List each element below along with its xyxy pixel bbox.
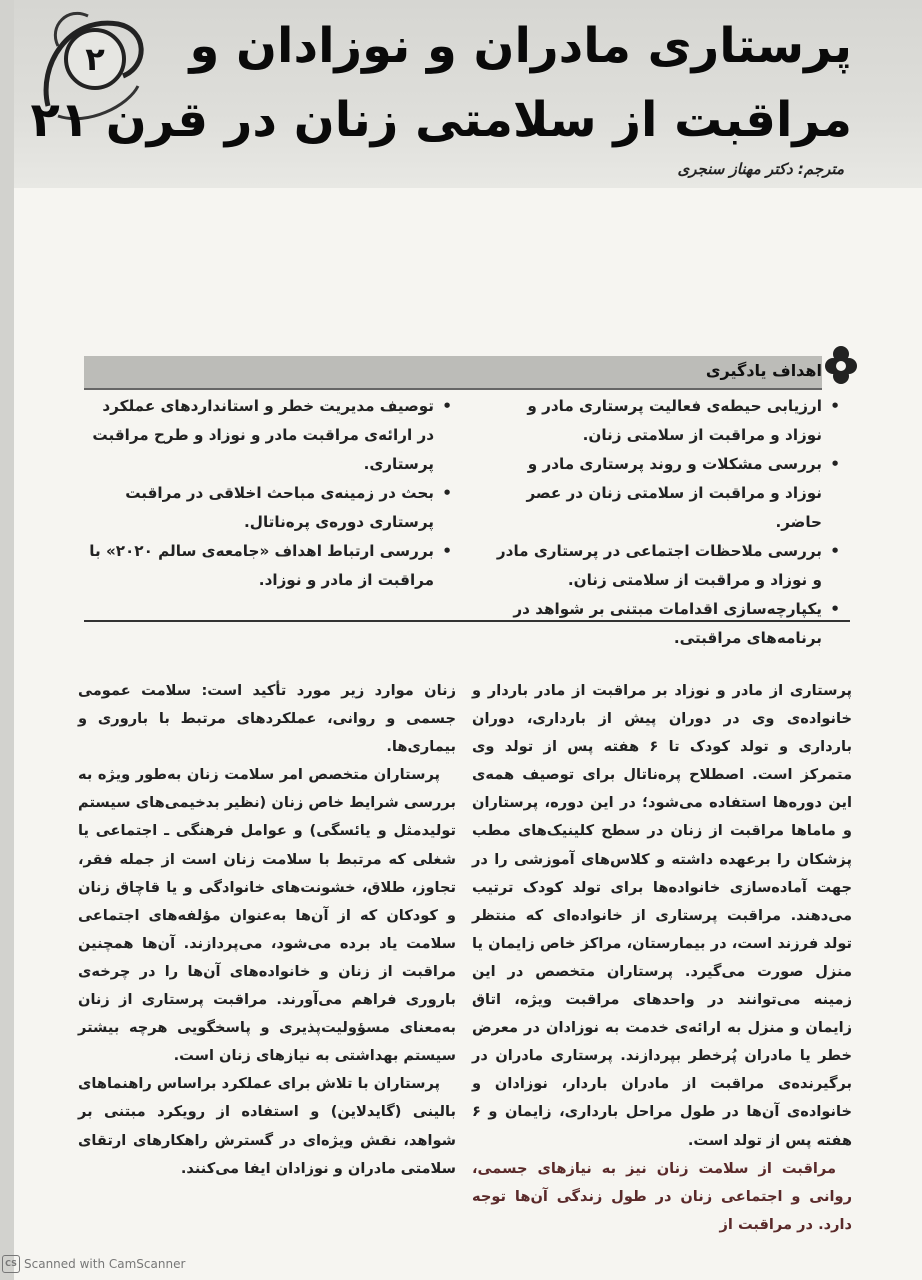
objective-item: • بحث در زمینه‌ی مباحث اخلاقی در مراقبت پرستاری دوره‌ی پره‌ناتال. — [88, 479, 452, 537]
body-paragraph: پرستاران متخصص امر سلامت زنان به‌طور ویژه به بررسی شرایط خاص زنان (نظیر بدخیمی‌های سیستم تولیدمثل و یائسگی) و عوامل فرهنگی ـ اجتماعی یا شغلی که مرتبط با سلامت زنان است از جمله فقر، تجاوز، طلاق، خشونت‌های خانوادگی و یا قاچاق زنان و کودکان که از آن‌ها به‌عنوان مؤلفه‌های اجتماعی سلامت یاد برده می‌شود، می‌پردازند. آن‌ها همچنین مراقبت از زنان و خانواده‌های آن‌ها را در چرخه‌ی باروری فراهم می‌آورند. مراقبت پرستاری از زنان به‌معنای مسؤولیت‌پذیری و پاسخگویی هرچه بیشتر سیستم بهداشتی به نیازهای زنان است. — [78, 766, 456, 1065]
objective-item: • بررسی مشکلات و روند پرستاری مادر و نوزاد و مراقبت از سلامتی زنان در عصر حاضر. — [486, 450, 840, 537]
objective-item: • بررسی ملاحظات اجتماعی در پرستاری مادر و نوزاد و مراقبت از سلامتی زنان. — [486, 537, 840, 595]
body-column-left — [78, 677, 456, 1183]
chapter-title-line-2: مراقبت از سلامتی زنان در قرن ۲۱ — [30, 92, 852, 148]
objective-item: • یکپارچه‌سازی اقدامات مبتنی بر شواهد در برنامه‌های مراقبتی. — [486, 595, 840, 653]
body-paragraph: پرستاران با تلاش برای عملکرد براساس راهنماهای بالینی (گایدلاین) و استفاده از رویکرد مبتنی بر شواهد، نقش ویژه‌ای در گسترش راهکارهای ارتقای سلامتی مادران و نوزادان ایفا می‌کنند. — [78, 1075, 456, 1177]
chapter-title-line-1: پرستاری مادران و نوزادان و — [189, 18, 852, 74]
objectives-list-right — [486, 392, 840, 653]
scanner-watermark — [2, 1254, 185, 1274]
body-paragraph: زنان موارد زیر مورد تأکید است: سلامت عمومی جسمی و روانی، عملکردهای مرتبط با باروری و بیماری‌ها. — [78, 682, 456, 756]
objective-item: • ارزیابی حیطه‌ی فعالیت پرستاری مادر و نوزاد و مراقبت از سلامتی زنان. — [486, 392, 840, 450]
scanner-label: Scanned with CamScanner — [24, 1257, 186, 1271]
body-paragraph: مراقبت از سلامت زنان نیز به نیازهای جسمی، روانی و اجتماعی زنان در طول زندگی آن‌ها توجه دارد. در مراقبت از — [472, 1159, 852, 1233]
body-paragraph: پرستاری از مادر و نوزاد بر مراقبت از مادر باردار و خانواده‌ی وی در دوران پیش از بارداری، دوران بارداری و تولد کودک تا ۶ هفته پس از تولد وی متمرکز است. اصطلاح پره‌ناتال برای توصیف همه‌ی این دوره‌ها استفاده می‌شود؛ در این دوره، پرستاران و ماماها مراقبت از زنان در سطح کلینیک‌های مطب پزشکان را برعهده داشته و کلاس‌های آموزشی را در جهت آماده‌سازی خانواده‌ها برای تولد کودک ترتیب می‌دهند. مراقبت پرستاری از خانواده‌ای که منتظر تولد فرزند است، در بیمارستان، مراکز خاص زایمان یا منزل صورت می‌گیرد. پرستاران متخصص در این زمینه می‌توانند در واحدهای مراقبت ویژه، اتاق زایمان و منزل به ارائه‌ی خدمت به نوزادان در معرض خطر یا مادران پُرخطر بپردازند. پرستاری مادران در برگیرنده‌ی مراقبت از مادران باردار، نوزادان و خانواده‌ی آن‌ها در طول مراحل بارداری، زایمان و ۶ هفته پس از تولد است. — [472, 682, 852, 1149]
flower-ornament-icon — [824, 344, 858, 388]
objectives-title: اهداف یادگیری — [705, 361, 822, 380]
camscanner-icon: CS — [2, 1255, 20, 1273]
objectives-divider — [84, 620, 850, 622]
body-column-right — [472, 677, 852, 1239]
translator-credit: مترجم: دکتر مهناز سنجری — [677, 160, 844, 178]
objectives-list-left — [88, 392, 452, 595]
chapter-number: ۲ — [64, 28, 126, 90]
objective-item: • توصیف مدیریت خطر و استانداردهای عملکرد در ارائه‌ی مراقبت مادر و نوزاد و طرح مراقبت پرستاری. — [88, 392, 452, 479]
objective-item: • بررسی ارتباط اهداف «جامعه‌ی سالم ۲۰۲۰» با مراقبت از مادر و نوزاد. — [88, 537, 452, 595]
